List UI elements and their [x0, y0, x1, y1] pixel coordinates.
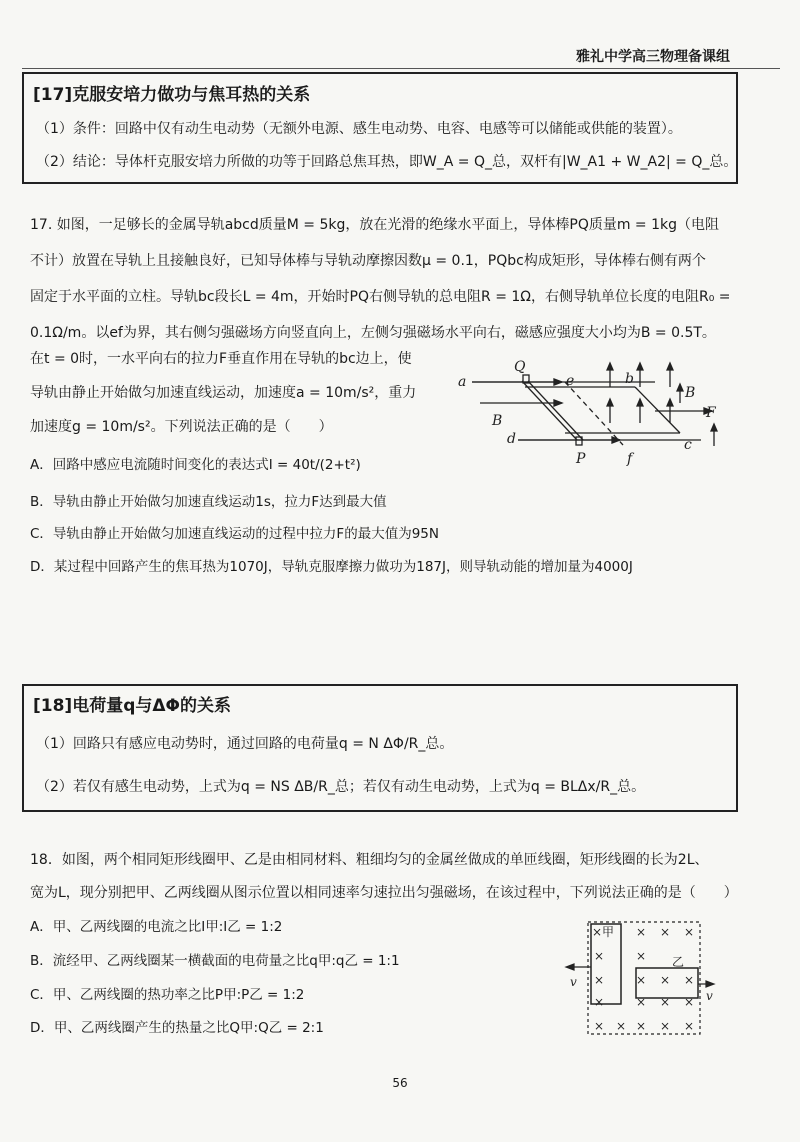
label-f: f [627, 451, 633, 467]
label-jia: 甲 [602, 925, 615, 939]
q17-cont-line-2: 导轨由静止开始做匀加速直线运动，加速度a = 10m/s²，重力 [30, 385, 417, 401]
q18-option-a: A．甲、乙两线圈的电流之比I甲:I乙 = 1:2 [30, 919, 283, 935]
label-b-right: B [685, 385, 696, 401]
q17-option-d: D．某过程中回路产生的焦耳热为1070J，导轨克服摩擦力做功为187J，则导轨动能的增加量为4000J [30, 559, 633, 575]
svg-text:×: × [636, 995, 647, 1009]
q17-figure [450, 345, 740, 470]
svg-text:×: × [660, 1019, 671, 1033]
q17-continue [30, 345, 450, 442]
q17-stem-line-2: 不计）放置在导轨上且接触良好，已知导体棒与导轨动摩擦因数μ = 0.1，PQbc构成矩形，导体棒右侧有两个 [30, 253, 706, 269]
svg-text:×: × [684, 925, 695, 939]
svg-text:×: × [592, 925, 603, 939]
header-divider [22, 68, 780, 69]
q17-stem [30, 211, 770, 348]
section-17-line-1: （1）条件：回路中仅有动生电动势（无额外电源、感生电动势、电容、电感等可以储能或供能的装置）。 [36, 121, 682, 137]
svg-text:×: × [636, 949, 647, 963]
label-yi: 乙 [672, 955, 685, 969]
q18-stem-line-1: 18．如图，两个相同矩形线圈甲、乙是由相同材料、粗细均匀的金属丝做成的单匝线圈，矩形线圈的长为2L、 [30, 852, 709, 868]
section-18-line-1: （1）回路只有感应电动势时，通过回路的电荷量q = N ΔΦ/R_总。 [36, 736, 454, 752]
label-b-left: B [492, 413, 503, 429]
v-left-arrowhead [566, 964, 574, 970]
svg-text:×: × [616, 1019, 627, 1033]
b-left-arrowhead [554, 400, 562, 406]
label-d: d [507, 431, 516, 447]
q18-figure [560, 918, 720, 1040]
section-17-title: [17]克服安培力做功与焦耳热的关系 [33, 85, 311, 105]
svg-text:×: × [636, 973, 647, 987]
section-18-line-2: （2）若仅有感生电动势，上式为q = NS ΔB/R_总；若仅有动生电动势，上式为q = BLΔx/R_总。 [36, 779, 646, 795]
q17-option-a: A．回路中感应电流随时间变化的表达式I = 40t/(2+t²) [30, 457, 361, 473]
rail-d-arrowhead [612, 437, 620, 443]
rod-pq-1 [522, 381, 577, 440]
label-v-right: v [706, 989, 713, 1003]
svg-text:×: × [660, 973, 671, 987]
page-number: 56 [392, 1076, 408, 1090]
q18-option-c: C．甲、乙两线圈的热功率之比P甲:P乙 = 1:2 [30, 987, 305, 1003]
section-17-line-2: （2）结论：导体杆克服安培力所做的功等于回路总焦耳热，即W_A = Q_总，双杆有|W_A1 + W_A2| = Q_总。 [36, 154, 738, 170]
rod-pq-2 [528, 381, 583, 440]
label-v-left: v [570, 975, 577, 989]
q18-option-b: B．流经甲、乙两线圈某一横截面的电荷量之比q甲:q乙 = 1:1 [30, 953, 400, 969]
q17-stem-line-4: 0.1Ω/m。以ef为界，其右侧匀强磁场方向竖直向上，左侧匀强磁场水平向右，磁感应强度大小均为B = 0.5T。 [30, 325, 716, 341]
rail-a-arrowhead [554, 379, 562, 385]
label-c: c [684, 437, 692, 453]
section-18-box [22, 684, 738, 812]
svg-text:×: × [594, 973, 605, 987]
section-18-title: [18]电荷量q与ΔΦ的关系 [33, 696, 231, 716]
header-school: 雅礼中学高三物理备课组 [576, 49, 730, 65]
q17-option-b: B．导轨由静止开始做匀加速直线运动1s，拉力F达到最大值 [30, 494, 387, 510]
svg-text:×: × [660, 925, 671, 939]
q17-cont-line-3: 加速度g = 10m/s²。下列说法正确的是（ ） [30, 419, 333, 435]
svg-text:×: × [684, 1019, 695, 1033]
svg-text:×: × [594, 949, 605, 963]
field-crosses [592, 925, 694, 1033]
v-right-arrowhead [706, 981, 714, 987]
q17-stem-line-1: 17. 如图，一足够长的金属导轨abcd质量M = 5kg，放在光滑的绝缘水平面上，导体棒PQ质量m = 1kg（电阻 [30, 217, 720, 233]
label-b: b [625, 371, 634, 387]
svg-text:×: × [684, 973, 695, 987]
q18-option-d: D．甲、乙两线圈产生的热量之比Q甲:Q乙 = 2:1 [30, 1020, 324, 1036]
svg-text:×: × [594, 1019, 605, 1033]
label-q: Q [514, 359, 526, 375]
q17-stem-line-3: 固定于水平面的立柱。导轨bc段长L = 4m，开始时PQ右侧导轨的总电阻R = 1Ω，右侧导轨单位长度的电阻R₀ = [30, 289, 731, 305]
label-a: a [458, 374, 467, 390]
svg-text:×: × [684, 995, 695, 1009]
q18-stem [30, 846, 780, 908]
label-p: P [576, 451, 586, 467]
q18-stem-line-2: 宽为L，现分别把甲、乙两线圈从图示位置以相同速率匀速拉出匀强磁场，在该过程中，下列说法正确的是（ ） [30, 885, 738, 901]
label-f-force: F [706, 405, 716, 421]
rail-b [635, 387, 680, 433]
label-e: e [566, 373, 575, 389]
svg-text:×: × [594, 995, 605, 1009]
q17-option-c: C．导轨由静止开始做匀加速直线运动的过程中拉力F的最大值为95N [30, 526, 439, 542]
section-17-box [22, 72, 738, 184]
svg-text:×: × [636, 1019, 647, 1033]
svg-text:×: × [660, 995, 671, 1009]
q17-cont-line-1: 在t = 0时，一水平向右的拉力F垂直作用在导轨的bc边上，使 [30, 351, 412, 367]
svg-text:×: × [636, 925, 647, 939]
